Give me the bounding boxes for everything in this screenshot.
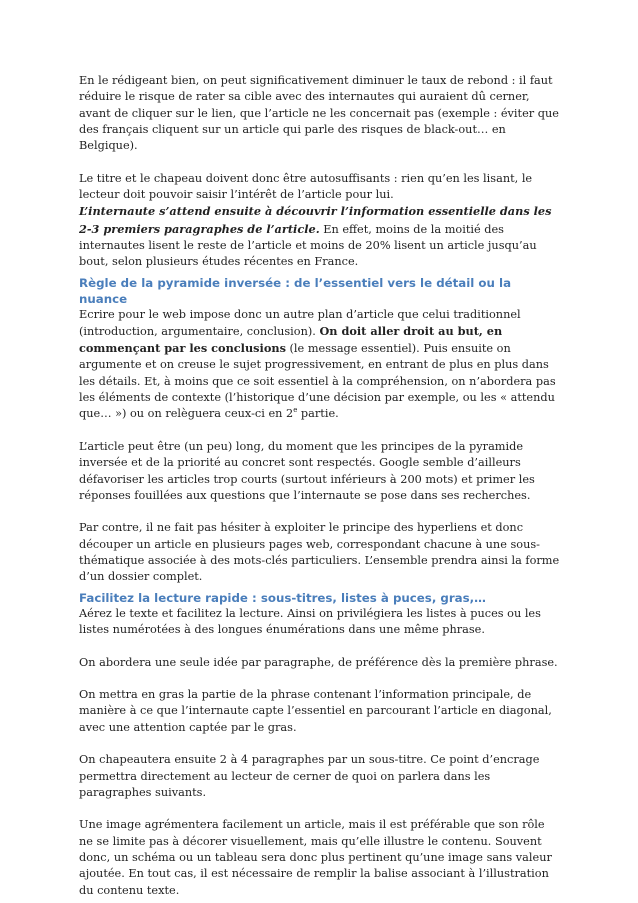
paragraph-lists: Aérez le texte et facilitez la lecture. Ainsi on privilégiera les listes à puces ou les listes numérotées à des longues énumérations dans une même phrase. <box>79 606 541 636</box>
paragraph-article-length: L’article peut être (un peu) long, du moment que les principes de la pyramide inversée et de la priorité au concret sont respectés. Google semble d’ailleurs défavoriser les articles trop courts (surtout inférieurs à 200 mots) et primer les réponses fouillées aux questions que l’internaute se pose dans ses recherches. <box>79 439 535 502</box>
paragraph-hyperlinks: Par contre, il ne fait pas hésiter à exploiter le principe des hyperliens et donc découper un article en plusieurs pages web, correspondant chacune à une sous-thématique associée à des mots-clés particuliers. L’ensemble prendra ainsi la forme d’un dossier complet. <box>79 521 560 584</box>
paragraph-images: Une image agrémentera facilement un article, mais il est préférable que son rôle ne se limite pas à décorer visuellement, mais qu’elle illustre le contenu. Souvent donc, un schéma ou un tableau sera donc plus pertinent qu’une image sans valeur ajoutée. En tout cas, il est nécessaire de remplir la balise associant à l’illustration du contenu texte. <box>79 818 552 897</box>
paragraph-title-chapeau: Le titre et le chapeau doivent donc être autosuffisants : rien qu’en les lisant, le lecteur doit pouvoir saisir l’intérêt de l’article pour lui. <box>79 171 533 202</box>
essential-info-rest: En effet, moins de la moitié des internautes lisent le reste de l’article et moins de 20% lisent un article jusqu’au bout, selon plusieurs études récentes en France. <box>79 222 537 269</box>
document-page <box>79 73 561 899</box>
paragraph-bold: On mettra en gras la partie de la phrase contenant l’information principale, de manière à ce que l’internaute capte l’essentiel en parcourant l’article en diagonal, avec une attention captée par le gras. <box>79 688 552 734</box>
heading-quick-reading: Facilitez la lecture rapide : sous-titres, listes à puces, gras,… <box>79 590 486 605</box>
paragraph-subtitles: On chapeautera ensuite 2 à 4 paragraphes par un sous-titre. Ce point d’encrage permettra directement au lecteur de cerner de quoi on parlera dans les paragraphes suivants. <box>79 753 540 799</box>
pyramid-text-b: (le message essentiel). Puis ensuite on argumente et on creuse le sujet progressivement, en entrant de plus en plus dans les détails. Et, à moins que ce soit essentiel à la compréhension, on n’abordera pas les éléments de contexte (l’historique d’une décision par exemple, ou les « attendu que… ») ou on relèguera ceux-ci en 2 <box>79 342 556 421</box>
paragraph-one-idea: On abordera une seule idée par paragraphe, de préférence dès la première phrase. <box>79 655 558 669</box>
paragraph-rebound: En le rédigeant bien, on peut significativement diminuer le taux de rebond : il faut réduire le risque de rater sa cible avec des internautes qui auraient dû cerner, avant de cliquer sur le lien, que l’article ne les concernait pas (exemple : éviter que des français cliquent sur un article qui parle des risques de black-out… en Belgique). <box>79 74 559 153</box>
superscript-e: e <box>293 406 298 415</box>
bold-conclusions: On doit aller droit au but, en commençant par les conclusions <box>79 323 503 356</box>
paragraph-inverted-pyramid <box>79 307 561 423</box>
paragraph-essential-info <box>79 203 561 270</box>
pyramid-text-a: Ecrire pour le web impose donc un autre plan d’article que celui traditionnel (introduction, argumentaire, conclusion). <box>79 307 521 338</box>
bold-italic-essential: L’internaute s’attend ensuite à découvrir l’information essentielle dans les 2-3 premiers paragraphes de l’article. <box>79 204 552 236</box>
heading-inverted-pyramid: Règle de la pyramide inversée : de l’essentiel vers le détail ou la nuance <box>79 275 512 306</box>
pyramid-text-c: partie. <box>297 407 339 421</box>
